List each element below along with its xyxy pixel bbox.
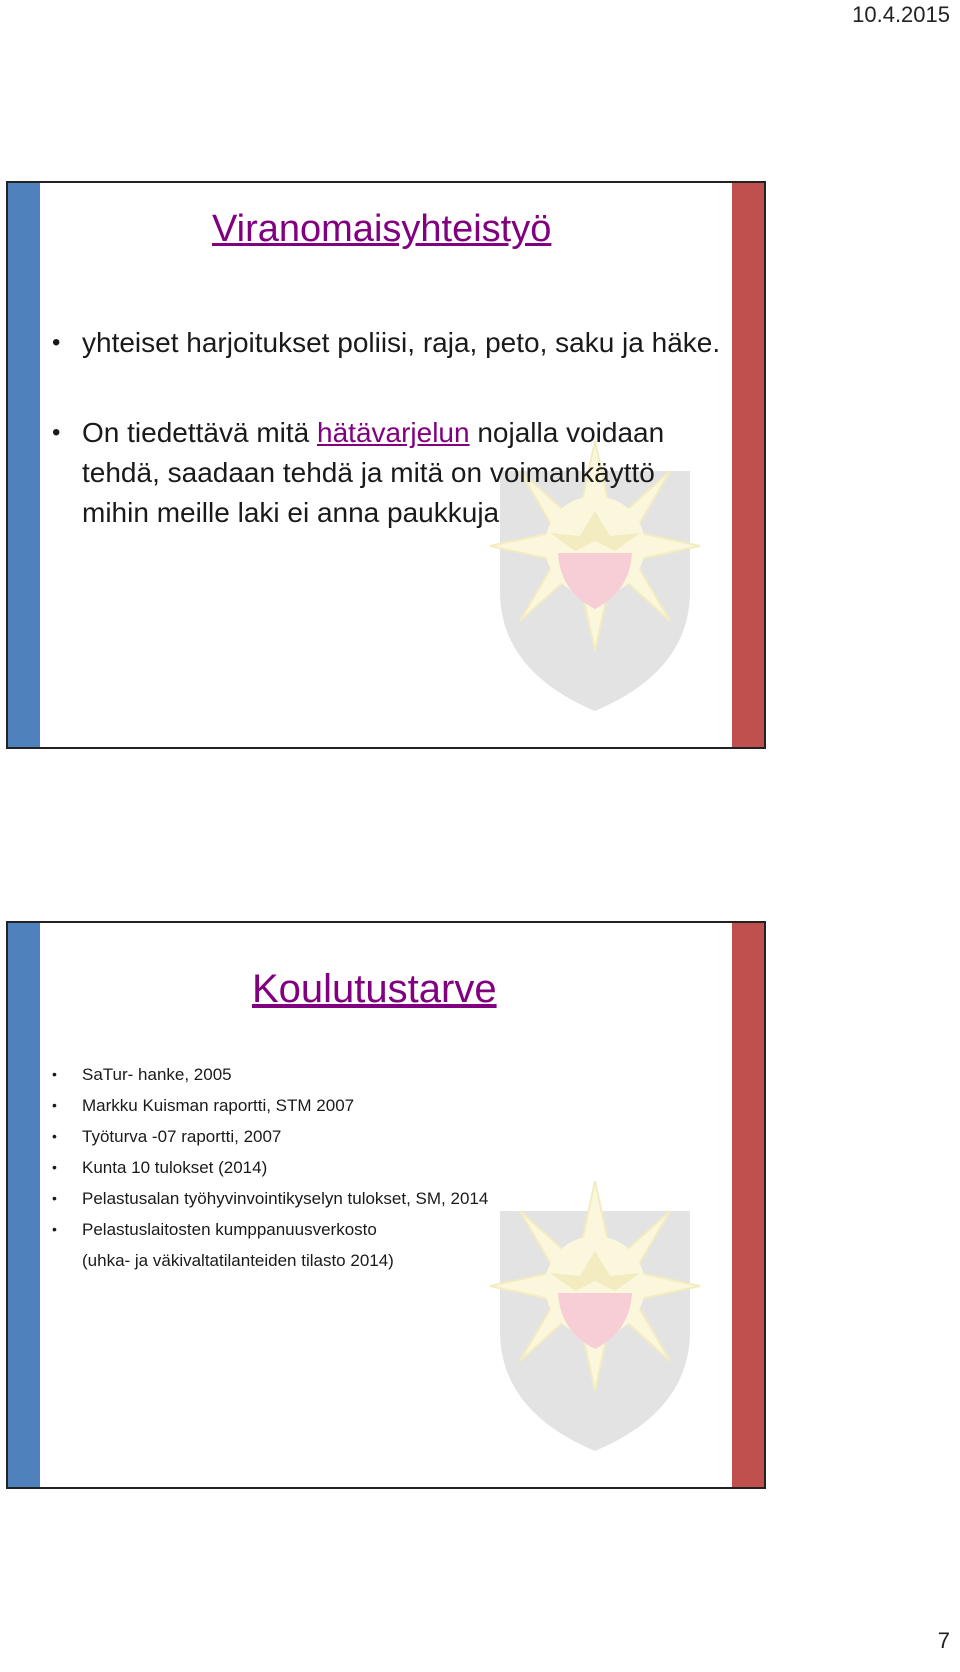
- page-date: 10.4.2015: [852, 2, 950, 27]
- list-item: [52, 1183, 692, 1214]
- bullet-text: Kunta 10 tulokset (2014): [82, 1158, 268, 1177]
- bullet-text: Markku Kuisman raportti, STM 2007: [82, 1096, 355, 1115]
- bullet-text: SaTur- hanke, 2005: [82, 1065, 232, 1084]
- list-item: [52, 1059, 692, 1090]
- right-accent-bar: [732, 183, 764, 747]
- list-item: [52, 1090, 692, 1121]
- right-accent-bar: [732, 923, 764, 1487]
- slide-title: Viranomaisyhteistyö: [212, 208, 552, 250]
- left-accent-bar: [8, 923, 40, 1487]
- bullet-text: Pelastuslaitosten kumppanuusverkosto: [82, 1220, 377, 1239]
- hatavarjelu-link[interactable]: hätävarjelun: [317, 417, 470, 448]
- bullet-text: yhteiset harjoitukset poliisi, raja, peto, saku ja häke.: [82, 327, 721, 358]
- bullet-text: Työturva -07 raportti, 2007: [82, 1127, 282, 1146]
- bullet-text-after-link: nojalla voidaan tehdä, saadaan tehdä ja mitä on voimankäyttö mihin meille laki ei anna paukkuja: [82, 417, 665, 528]
- list-item: [52, 1214, 692, 1276]
- bullet-subtext: (uhka- ja väkivaltatilanteiden tilasto 2014): [82, 1251, 394, 1270]
- list-item: [52, 1121, 692, 1152]
- slide-title: Koulutustarve: [252, 967, 497, 1011]
- left-accent-bar: [8, 183, 40, 747]
- slide-viranomaisyhteistyo: [6, 181, 766, 749]
- list-item: [52, 1152, 692, 1183]
- slide-koulutustarve: [6, 921, 766, 1489]
- list-item: [52, 413, 722, 533]
- list-item: [52, 323, 722, 363]
- bullet-list: [52, 1059, 692, 1276]
- bullet-text-before-link: On tiedettävä mitä: [82, 417, 318, 448]
- bullet-text: Pelastusalan työhyvinvointikyselyn tulokset, SM, 2014: [82, 1189, 489, 1208]
- bullet-list: [52, 323, 722, 583]
- page-number: 7: [937, 1628, 950, 1653]
